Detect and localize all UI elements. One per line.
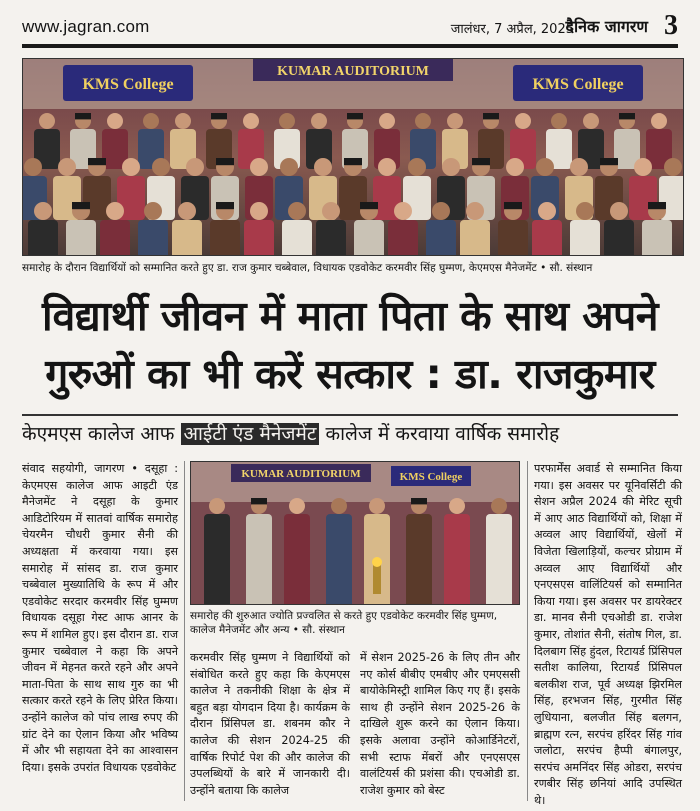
inset-photo-caption: समारोह की शुरुआत ज्योति प्रज्वलित से करते हुए एडवोकेट करमवीर सिंह घुम्मण, कालेज मैनेजमेंट और अन्य • सौ. संस्थान — [190, 610, 498, 636]
column-divider — [527, 461, 528, 801]
headline-line-2: गुरुओं का भी करें सत्कार : डा. राजकुमार — [45, 350, 655, 398]
inset-banner-text: KUMAR AUDITORIUM — [241, 468, 361, 480]
inset-ceremony-photo — [190, 461, 520, 605]
banner-text: KUMAR AUDITORIUM — [277, 64, 429, 79]
masthead — [22, 10, 678, 44]
article-column-2: करमवीर सिंह घुम्मण ने विद्यार्थियों को संबोधित करते हुए कहा कि केएमएस कालेज ने तकनीकी शिक्षा के क्षेत्र में बहुत बड़ा योगदान दिया है। कार्यक्रम के दौरान प्रिंसिपल डा. शबनम कौर ने कालेज की सेशन 2024-25 की वार्षिक रिपोर्ट पेश की और कालेज की उपलब्धियों के बारे में जानकारी दी। उन्होंने बताया कि कालेज — [190, 651, 350, 797]
column-divider — [184, 461, 185, 801]
headline-line-1: विद्यार्थी जीवन में माता पिता के साथ अपने — [41, 292, 659, 340]
main-group-photo — [22, 58, 684, 256]
headline-rule — [22, 414, 678, 416]
page-number: 3 — [664, 10, 678, 41]
article-column-1: संवाद सहयोगी, जागरण • दसूहा : केएमएस कालेज आफ आइटी एंड मैनेजमेंट ने दसूहा के कुमार आडिटोरियम में सातवां वार्षिक समारोह चेयरमैन चौधरी कुमार सैनी की अध्यक्षता में करवाया गया। इस समारोह में सांसद डा. राज कुमार चब्बेवाल मुख्यातिथि के रूप में और एडवोकेट सरदार करमवीर सिंह घुम्मण विधायक दसूहा गेस्ट आफ आनर के रूप में शामिल हुए। इस दौरान डा. राज कुमार चब्बेवाल ने कहा कि अपने जीवन में मेहनत करते रहने और अपने माता-पिता के साथ साथ गुरु का भी सत्कार करते रहने के लिए प्रेरित किया। उन्होंने कालेज को पांच लाख रुपए की ग्रांट देने का ऐलान किया और भविष्य में और भी सहायता देने का आश्वासन दिया। इसके उपरांत विधायक एडवोकेट — [22, 462, 178, 774]
subhead-before: केएमएस कालेज आफ — [22, 423, 181, 445]
inset-logo-text: KMS College — [399, 471, 463, 483]
college-logo-right: KMS College — [532, 76, 624, 93]
paper-name: दैनिक जागरण — [565, 17, 648, 36]
article-column-3: में सेशन 2025-26 के लिए तीन और नए कोर्स बीबीए एमबीए और एमएससी बायोकेमिस्ट्री शामिल किए गए हैं। इसके साथ ही उन्होंने सेशन 2025-26 के दाखिले शुरू करने का ऐलान किया। इसके अलावा उन्होंने कोआर्डिनेटरों, सभी स्टाफ मेंबरों और एनएसएस वालंटियर्स की प्रशंसा की। एचओडी डा. राजेश कुमार को बेस्ट — [360, 651, 520, 797]
subhead — [22, 420, 682, 446]
college-logo-left: KMS College — [82, 76, 174, 93]
main-photo-caption: समारोह के दौरान विद्यार्थियों को सम्मानित करते हुए डा. राज कुमार चब्बेवाल, विधायक एडवोकेट करमवीर सिंह घुम्मण, केएमएस मैनेजमेंट • सौ. संस्थान — [22, 262, 593, 274]
subhead-after: कालेज में करवाया वार्षिक समारोह — [319, 423, 560, 445]
site-url: www.jagran.com — [22, 17, 150, 36]
headline — [30, 287, 670, 403]
article-column-4: परफार्मेंस अवार्ड से सम्मानित किया गया। इस अवसर पर यूनिवर्सिटी की सेशन अप्रैल 2024 की मेरिट सूची में आए आठ विद्यार्थियों को, शिक्षा में अव्वल आए विद्यार्थियों, खेलों में विजेता खिलाड़ियों, कल्चर प्रोग्राम में अव्वल आए विद्यार्थियों और एनएसएस वालिंटियर्स को सम्मानित किया गया। इस अवसर पर डायरेक्टर डा. मानव सैनी एचओडी डा. राजेश कुमार, तोशांत सैनी, संतोष गिल, डा. दिलबाग सिंह हुंदल, रिटायर्ड प्रिंसिपल सतीश कालिया, रिटायर्ड प्रिंसिपल बलकीश राज, पूर्व अध्यक्ष झिरमिल सिंह, हरभजन सिंह, गुरमीत सिंह लुधियाना, बलजीत सिंह बलगन, ब्राह्मण रत्न, सरपंच हरिंदर सिंह गांव जलोटा, सरपंच हैप्पी बंगालपुर, सरपंच अमनिंदर सिंह ओडरा, सरपंच रणबीर सिंह छनियां आदि उपस्थित थे। — [534, 462, 682, 807]
subhead-highlight: आईटी एंड मैनेजमेंट — [181, 423, 320, 445]
dateline: जालंधर, 7 अप्रैल, 2025 — [450, 22, 574, 37]
top-rule — [22, 44, 678, 48]
